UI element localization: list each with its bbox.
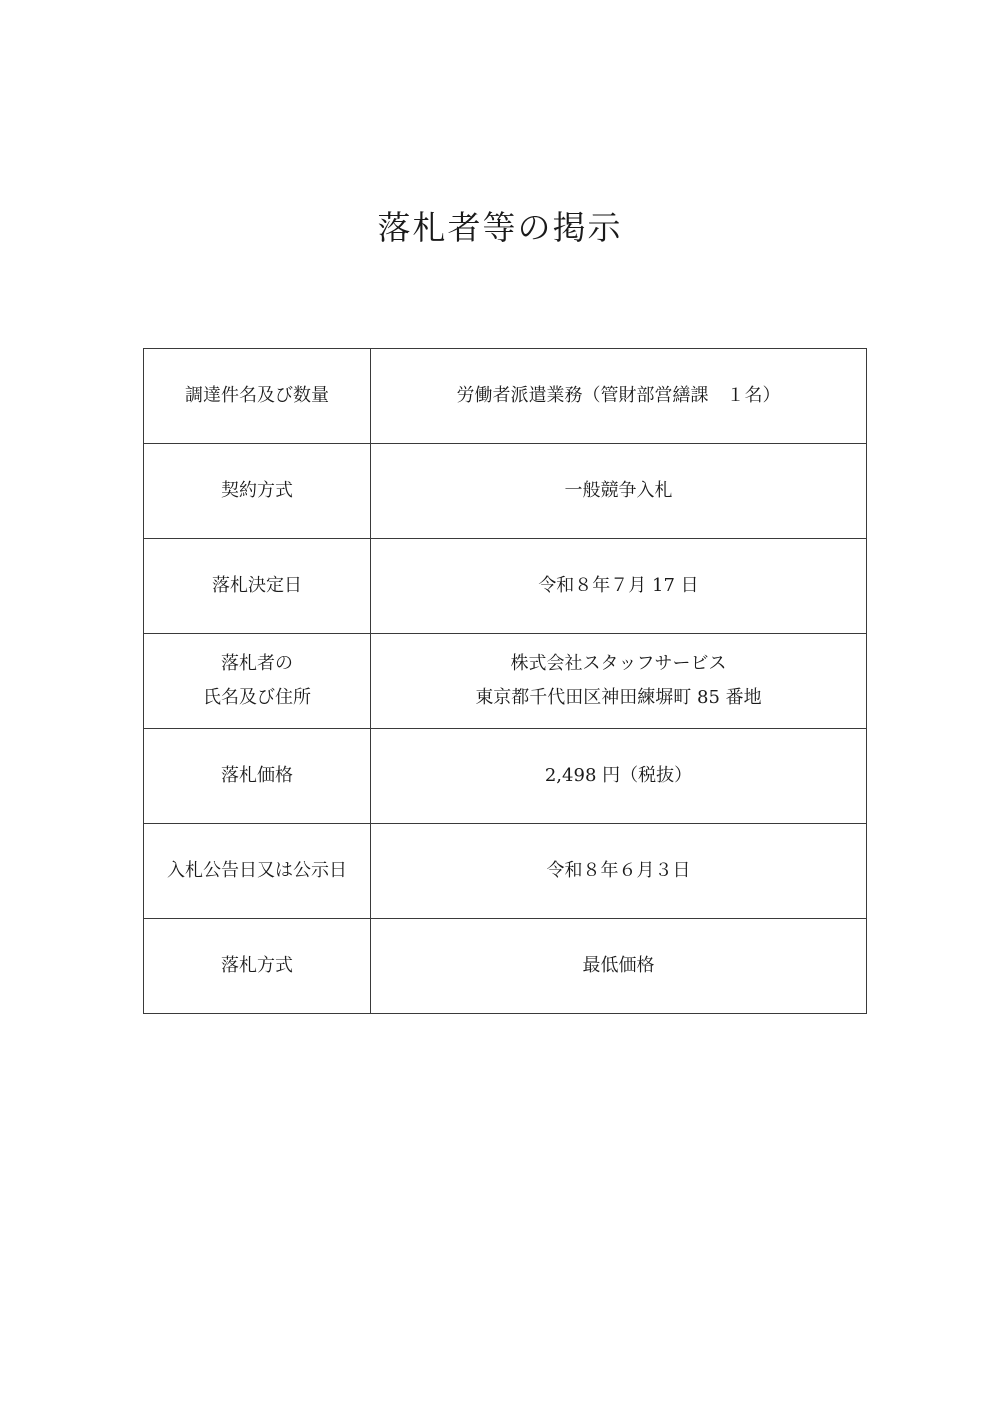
- label-text: 氏名及び住所: [203, 687, 311, 708]
- row-value: [371, 634, 867, 729]
- value-text: 労働者派遣業務（管財部営繕課 １名）: [456, 385, 781, 406]
- table-row: [144, 349, 867, 444]
- row-value: [371, 729, 867, 824]
- page-title: 落札者等の掲示: [377, 208, 623, 247]
- value-text: 最低価格: [582, 955, 655, 976]
- table-row: [144, 824, 867, 919]
- table-row: [144, 634, 867, 729]
- row-label: [144, 349, 371, 444]
- row-value: [371, 349, 867, 444]
- row-value: [371, 444, 867, 539]
- value-text: 2,498 円（税抜）: [544, 765, 693, 786]
- label-text: 落札者の: [221, 653, 293, 674]
- row-label: [144, 729, 371, 824]
- value-text: 東京都千代田区神田練塀町 85 番地: [475, 687, 762, 708]
- row-label: [144, 919, 371, 1014]
- table-row: [144, 919, 867, 1014]
- row-label: [144, 444, 371, 539]
- row-label: [144, 824, 371, 919]
- row-value: [371, 919, 867, 1014]
- label-text: 落札価格: [221, 765, 293, 786]
- value-text: 株式会社スタッフサービス: [510, 653, 727, 674]
- label-text: 調達件名及び数量: [185, 385, 329, 406]
- table-row: [144, 444, 867, 539]
- label-text: 契約方式: [221, 480, 293, 501]
- table-row: [144, 539, 867, 634]
- row-value: [371, 539, 867, 634]
- table-row: [144, 729, 867, 824]
- value-text: 一般競争入札: [564, 480, 673, 501]
- value-text: 令和８年６月３日: [546, 860, 691, 881]
- label-text: 落札決定日: [212, 575, 302, 596]
- row-label: [144, 634, 371, 729]
- award-info-table: [143, 348, 867, 1014]
- row-value: [371, 824, 867, 919]
- value-text: 令和８年７月 17 日: [538, 575, 699, 596]
- label-text: 入札公告日又は公示日: [167, 860, 347, 881]
- label-text: 落札方式: [221, 955, 293, 976]
- row-label: [144, 539, 371, 634]
